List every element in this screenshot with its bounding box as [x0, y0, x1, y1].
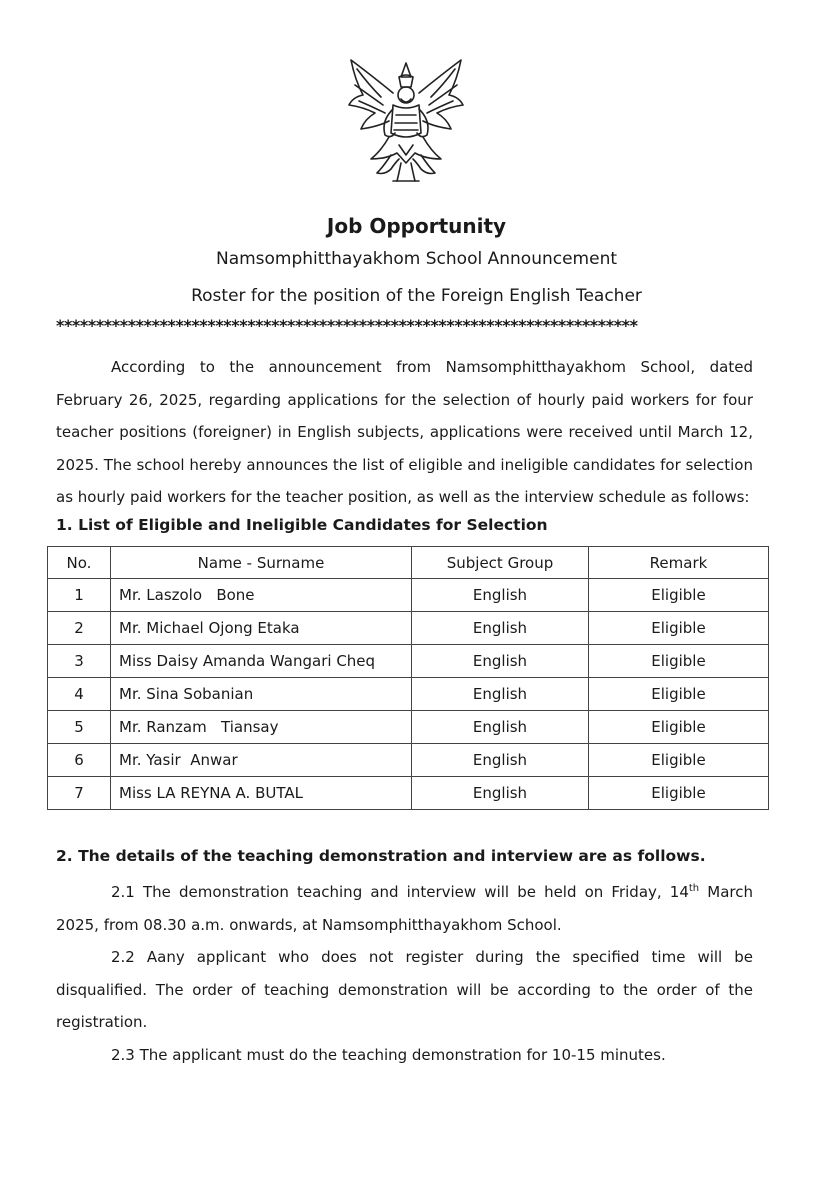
section-2-heading: 2. The details of the teaching demonstration and interview are as follows. — [56, 847, 706, 865]
paragraph-2-1 — [56, 876, 753, 941]
cell-subject: English — [412, 777, 589, 810]
paragraph-2-1-text-end: March 2025, from 08.30 a.m. onwards, at Namsomphitthayakhom School. — [56, 883, 753, 934]
table-row — [48, 579, 769, 612]
cell-name: Mr. Sina Sobanian — [111, 678, 412, 711]
cell-subject: English — [412, 744, 589, 777]
cell-subject: English — [412, 645, 589, 678]
candidate-table — [47, 546, 769, 810]
cell-remark: Eligible — [589, 744, 769, 777]
cell-subject: English — [412, 678, 589, 711]
paragraph-2-1-text: 2.1 The demonstration teaching and interview will be held on Friday, 14 — [111, 883, 689, 901]
cell-name: Mr. Ranzam Tiansay — [111, 711, 412, 744]
cell-no: 7 — [48, 777, 111, 810]
cell-no: 2 — [48, 612, 111, 645]
cell-no: 3 — [48, 645, 111, 678]
page-title: Job Opportunity — [326, 214, 507, 238]
table-row — [48, 678, 769, 711]
table-row — [48, 711, 769, 744]
section-1-heading: 1. List of Eligible and Ineligible Candidates for Selection — [56, 516, 548, 534]
table-row — [48, 612, 769, 645]
roster-subject: Roster for the position of the Foreign English Teacher — [191, 286, 642, 306]
cell-name: Mr. Yasir Anwar — [111, 744, 412, 777]
column-header-subject: Subject Group — [412, 547, 589, 579]
garuda-emblem-icon — [341, 55, 471, 187]
cell-remark: Eligible — [589, 579, 769, 612]
ordinal-suffix: th — [688, 883, 700, 894]
table-header-row — [48, 547, 769, 579]
cell-no: 5 — [48, 711, 111, 744]
table-row — [48, 645, 769, 678]
cell-remark: Eligible — [589, 645, 769, 678]
column-header-no: No. — [48, 547, 111, 579]
cell-remark: Eligible — [589, 612, 769, 645]
cell-remark: Eligible — [589, 711, 769, 744]
cell-name: Miss LA REYNA A. BUTAL — [111, 777, 412, 810]
asterisk-separator: ************************************************************************* — [56, 316, 638, 335]
paragraph-2-2: 2.2 Aany applicant who does not register during the specified time will be disqualified. The order of teaching demonstration will be according to the order of the registration. — [56, 948, 753, 1032]
cell-name: Miss Daisy Amanda Wangari Cheq — [111, 645, 412, 678]
cell-subject: English — [412, 612, 589, 645]
announcement-subtitle: Namsomphitthayakhom School Announcement — [215, 249, 618, 269]
table-row — [48, 777, 769, 810]
cell-remark: Eligible — [589, 777, 769, 810]
cell-remark: Eligible — [589, 678, 769, 711]
cell-no: 6 — [48, 744, 111, 777]
column-header-remark: Remark — [589, 547, 769, 579]
intro-paragraph: According to the announcement from Namsomphitthayakhom School, dated February 26, 2025, regarding applications for the selection of hourly paid workers for four teacher positions (foreigner) in English subjects, applications were received until March 12, 2025. The school hereby announces the list of eligible and ineligible candidates for selection as hourly paid workers for the teacher position, as well as the interview schedule as follows: — [56, 358, 753, 507]
cell-subject: English — [412, 711, 589, 744]
table-row — [48, 744, 769, 777]
cell-subject: English — [412, 579, 589, 612]
cell-no: 4 — [48, 678, 111, 711]
cell-name: Mr. Michael Ojong Etaka — [111, 612, 412, 645]
cell-name: Mr. Laszolo Bone — [111, 579, 412, 612]
column-header-name: Name - Surname — [111, 547, 412, 579]
cell-no: 1 — [48, 579, 111, 612]
paragraph-2-3: 2.3 The applicant must do the teaching demonstration for 10-15 minutes. — [111, 1046, 666, 1064]
